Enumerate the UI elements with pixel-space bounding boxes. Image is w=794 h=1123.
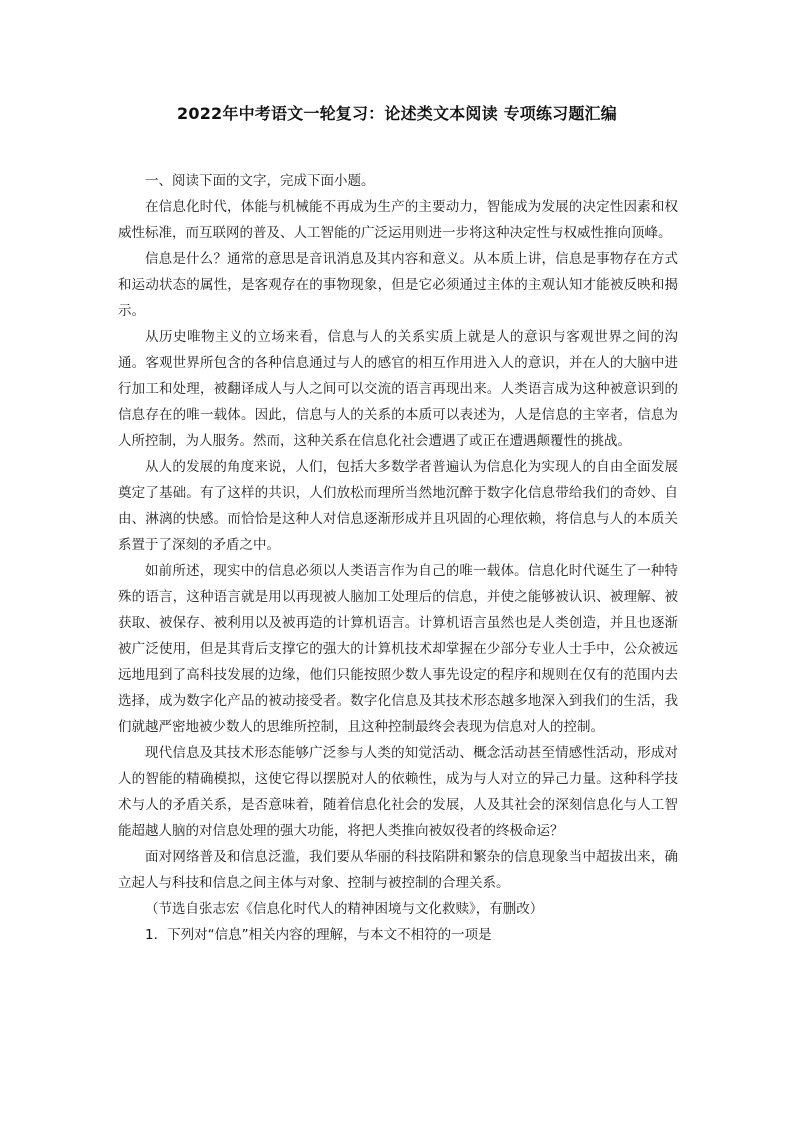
paragraph-1: 在信息化时代，体能与机械能不再成为生产的主要动力，智能成为发展的决定性因素和权威性标准，而互联网的普及、人工智能的广泛运用则进一步将这种决定性与权威性推向顶峰。 xyxy=(118,199,678,241)
question-1: 1．下列对“信息”相关内容的理解，与本文不相符的一项是 xyxy=(145,927,492,943)
source-citation: （节选自张志宏《信息化时代人的精神困境与文化救赎》，有删改） xyxy=(145,901,544,917)
paragraph-5: 如前所述，现实中的信息必须以人类语言作为自己的唯一载体。信息化时代诞生了一种特殊的语言，这种语言就是用以再现被人脑加工处理后的信息，并使之能够被认识、被理解、被获取、被保存、被利用以及被再造的计算机语言。计算机语言虽然也是人类创造，并且也逐渐被广泛使用，但是其背后支撑它的强大的计算机技术却掌握在少部分专业人士手中，公众被远远地甩到了高科技发展的边缘，他们只能按照少数人事先设定的程序和规则在仅有的范围内去选择，成为数字化产品的被动接受者。数字化信息及其技术形态越多地深入到我们的生活，我们就越严密地被少数人的思维所控制，且这种控制最终会表现为信息对人的控制。 xyxy=(118,563,678,735)
section-instruction: 一、阅读下面的文字，完成下面小题。 xyxy=(145,173,375,189)
paragraph-2: 信息是什么？通常的意思是音讯消息及其内容和意义。从本质上讲，信息是事物存在方式和运动状态的属性，是客观存在的事物现象，但是它必须通过主体的主观认知才能被反映和揭示。 xyxy=(118,251,678,319)
paragraph-3: 从历史唯物主义的立场来看，信息与人的关系实质上就是人的意识与客观世界之间的沟通。客观世界所包含的各种信息通过与人的感官的相互作用进入人的意识，并在人的大脑中进行加工和处理，被翻译成人与人之间可以交流的语言再现出来。人类语言成为这种被意识到的信息存在的唯一载体。因此，信息与人的关系的本质可以表述为，人是信息的主宰者，信息为人所控制，为人服务。然而，这种关系在信息化社会遭遇了或正在遭遇颠覆性的挑战。 xyxy=(118,329,678,449)
paragraph-7: 面对网络普及和信息泛滥，我们要从华丽的科技陷阱和繁杂的信息现象当中超拔出来，确立起人与科技和信息之间主体与对象、控制与被控制的合理关系。 xyxy=(118,849,678,891)
document-title: 2022年中考语文一轮复习：论述类文本阅读 专项练习题汇编 xyxy=(177,104,617,123)
paragraph-6: 现代信息及其技术形态能够广泛参与人类的知觉活动、概念活动甚至情感性活动，形成对人的智能的精确模拟，这使它得以摆脱对人的依赖性，成为与人对立的异己力量。这种科学技术与人的矛盾关系，是否意味着，随着信息化社会的发展，人及其社会的深刻信息化与人工智能超越人脑的对信息处理的强大功能，将把人类推向被奴役者的终极命运？ xyxy=(118,745,678,839)
document-body xyxy=(118,168,678,948)
paragraph-4: 从人的发展的角度来说，人们，包括大多数学者普遍认为信息化为实现人的自由全面发展奠定了基础。有了这样的共识，人们放松而理所当然地沉醉于数字化信息带给我们的奇妙、自由、淋漓的快感。而恰恰是这种人对信息逐渐形成并且巩固的心理依赖，将信息与人的本质关系置于了深刻的矛盾之中。 xyxy=(118,459,678,553)
